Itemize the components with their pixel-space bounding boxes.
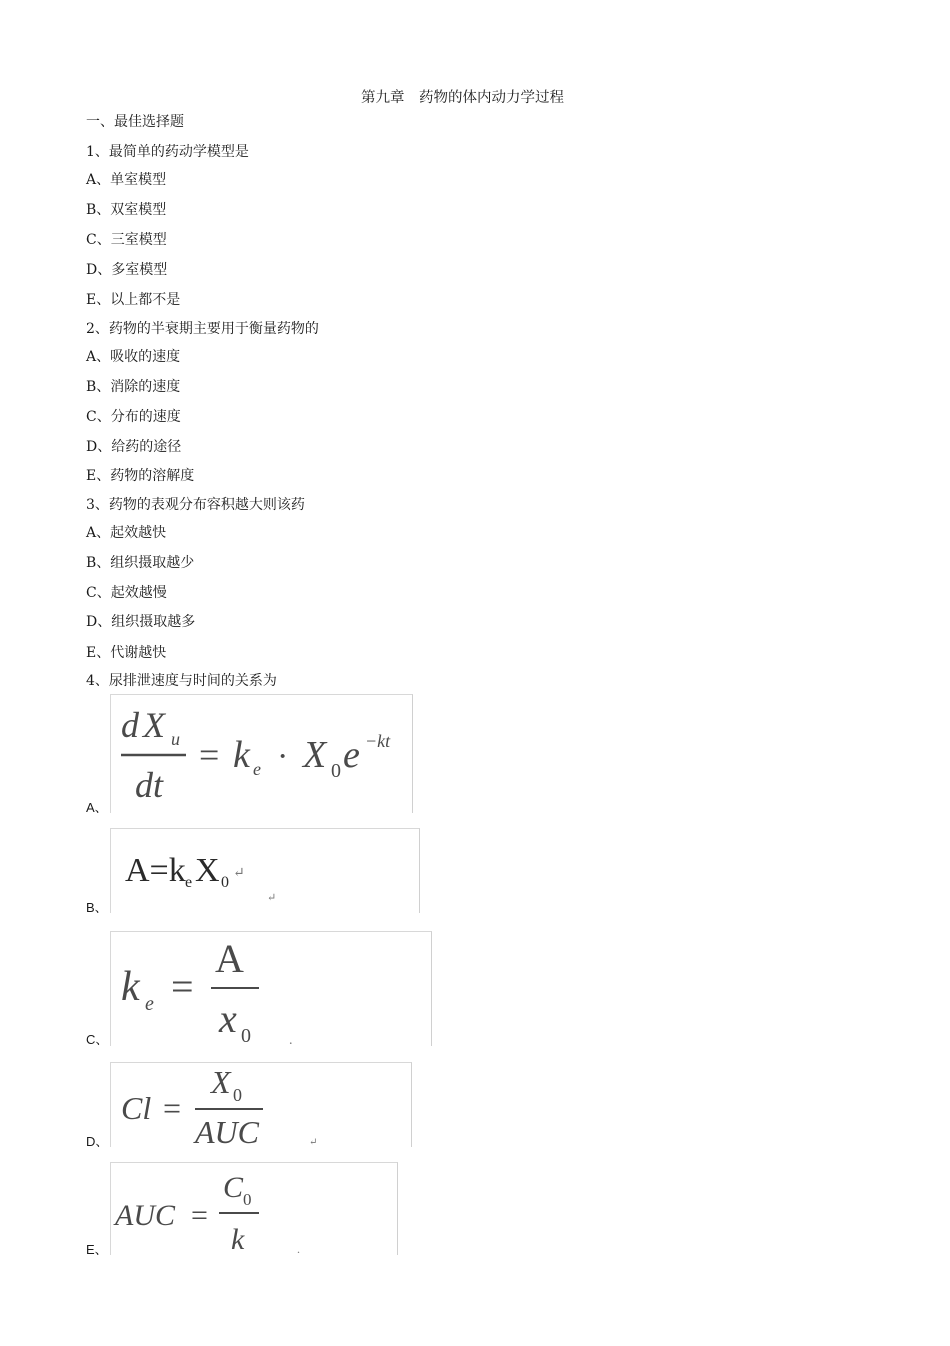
formula-b-sub-e: e [185, 874, 193, 891]
formula-a-num-d: d [121, 705, 139, 745]
formula-c-k: k [121, 964, 140, 1010]
question-4-option-d-letter: D、 [86, 1134, 109, 1149]
question-1-option-d: D、多室模型 [86, 262, 168, 278]
question-3-option-a: A、起效越快 [86, 525, 167, 541]
formula-a-exp: −kt [365, 731, 391, 751]
formula-b-return-mark-2: ↵ [267, 892, 277, 904]
formula-e-mark: . [297, 1242, 300, 1255]
formula-b-box [110, 828, 420, 913]
formula-a-num-sub: u [171, 729, 180, 749]
formula-e-num-sub: 0 [243, 1190, 252, 1209]
question-3-stem: 3、药物的表观分布容积越大则该药 [86, 497, 305, 513]
question-2-option-a: A、吸收的速度 [86, 349, 181, 365]
section-heading: 一、最佳选择题 [86, 114, 184, 130]
formula-c-k-sub: e [145, 993, 154, 1015]
formula-b-x: X [195, 852, 220, 889]
question-1-option-c: C、三室模型 [86, 232, 167, 248]
formula-e-lhs: AUC [115, 1199, 175, 1232]
formula-d-num: X [211, 1064, 231, 1100]
question-1-option-b: B、双室模型 [86, 202, 167, 218]
question-2-option-d: D、给药的途径 [86, 439, 182, 455]
formula-d-num-sub: 0 [233, 1085, 242, 1105]
formula-e-box [110, 1162, 398, 1255]
formula-b-a-k: A=k [125, 852, 186, 889]
question-2-option-c: C、分布的速度 [86, 409, 181, 425]
formula-e-den: k [231, 1223, 245, 1255]
formula-d-svg [111, 1063, 411, 1147]
formula-a-den: dt [135, 765, 164, 805]
formula-a-x0-sub: 0 [331, 760, 341, 782]
formula-d-mark: ↵ [309, 1137, 318, 1147]
formula-b-return-mark: ↵ [233, 866, 245, 881]
formula-a-k-sub: e [253, 759, 261, 779]
formula-b-sub-0: 0 [221, 874, 229, 891]
formula-e-num: C [223, 1171, 244, 1204]
question-1-stem: 1、最简单的药动学模型是 [86, 144, 249, 160]
question-1-option-a: A、单室模型 [86, 172, 167, 188]
question-3-option-c: C、起效越慢 [86, 585, 167, 601]
formula-a-x0: X [303, 734, 327, 776]
formula-b-svg [111, 829, 419, 913]
formula-d-den: AUC [195, 1114, 259, 1147]
question-3-option-b: B、组织摄取越少 [86, 555, 195, 571]
question-3-option-d: D、组织摄取越多 [86, 614, 196, 630]
question-2-stem: 2、药物的半衰期主要用于衡量药物的 [86, 321, 319, 337]
formula-e-svg [111, 1163, 397, 1255]
formula-e-eq: = [191, 1199, 208, 1232]
formula-d-box [110, 1062, 412, 1147]
question-4-option-b-letter: B、 [86, 900, 108, 915]
question-2-option-b: B、消除的速度 [86, 379, 181, 395]
formula-a-e: e [343, 734, 360, 776]
formula-d-lhs: Cl [121, 1090, 152, 1126]
formula-d-eq: = [163, 1090, 182, 1126]
formula-c-svg [111, 932, 431, 1046]
question-4-option-c-letter: C、 [86, 1032, 109, 1047]
formula-c-box [110, 931, 432, 1046]
question-2-option-e: E、药物的溶解度 [86, 468, 195, 484]
formula-a-dot: · [277, 738, 289, 775]
formula-a-box [110, 694, 413, 813]
formula-c-den: x [219, 996, 237, 1041]
formula-c-num: A [215, 936, 244, 981]
formula-c-den-sub: 0 [241, 1025, 251, 1046]
formula-a-num-x: X [143, 705, 165, 745]
formula-a-eq: = [199, 735, 220, 775]
formula-c-mark: . [289, 1033, 293, 1046]
question-4-option-a-letter: A、 [86, 800, 108, 815]
question-4-option-e-letter: E、 [86, 1242, 108, 1257]
formula-a-k: k [233, 734, 250, 776]
question-4-stem: 4、尿排泄速度与时间的关系为 [86, 673, 277, 689]
question-1-option-e: E、以上都不是 [86, 292, 181, 308]
formula-a-svg [111, 695, 412, 813]
formula-c-eq: = [171, 964, 194, 1009]
page-title: 第九章 药物的体内动力学过程 [361, 90, 564, 106]
question-3-option-e: E、代谢越快 [86, 645, 167, 661]
